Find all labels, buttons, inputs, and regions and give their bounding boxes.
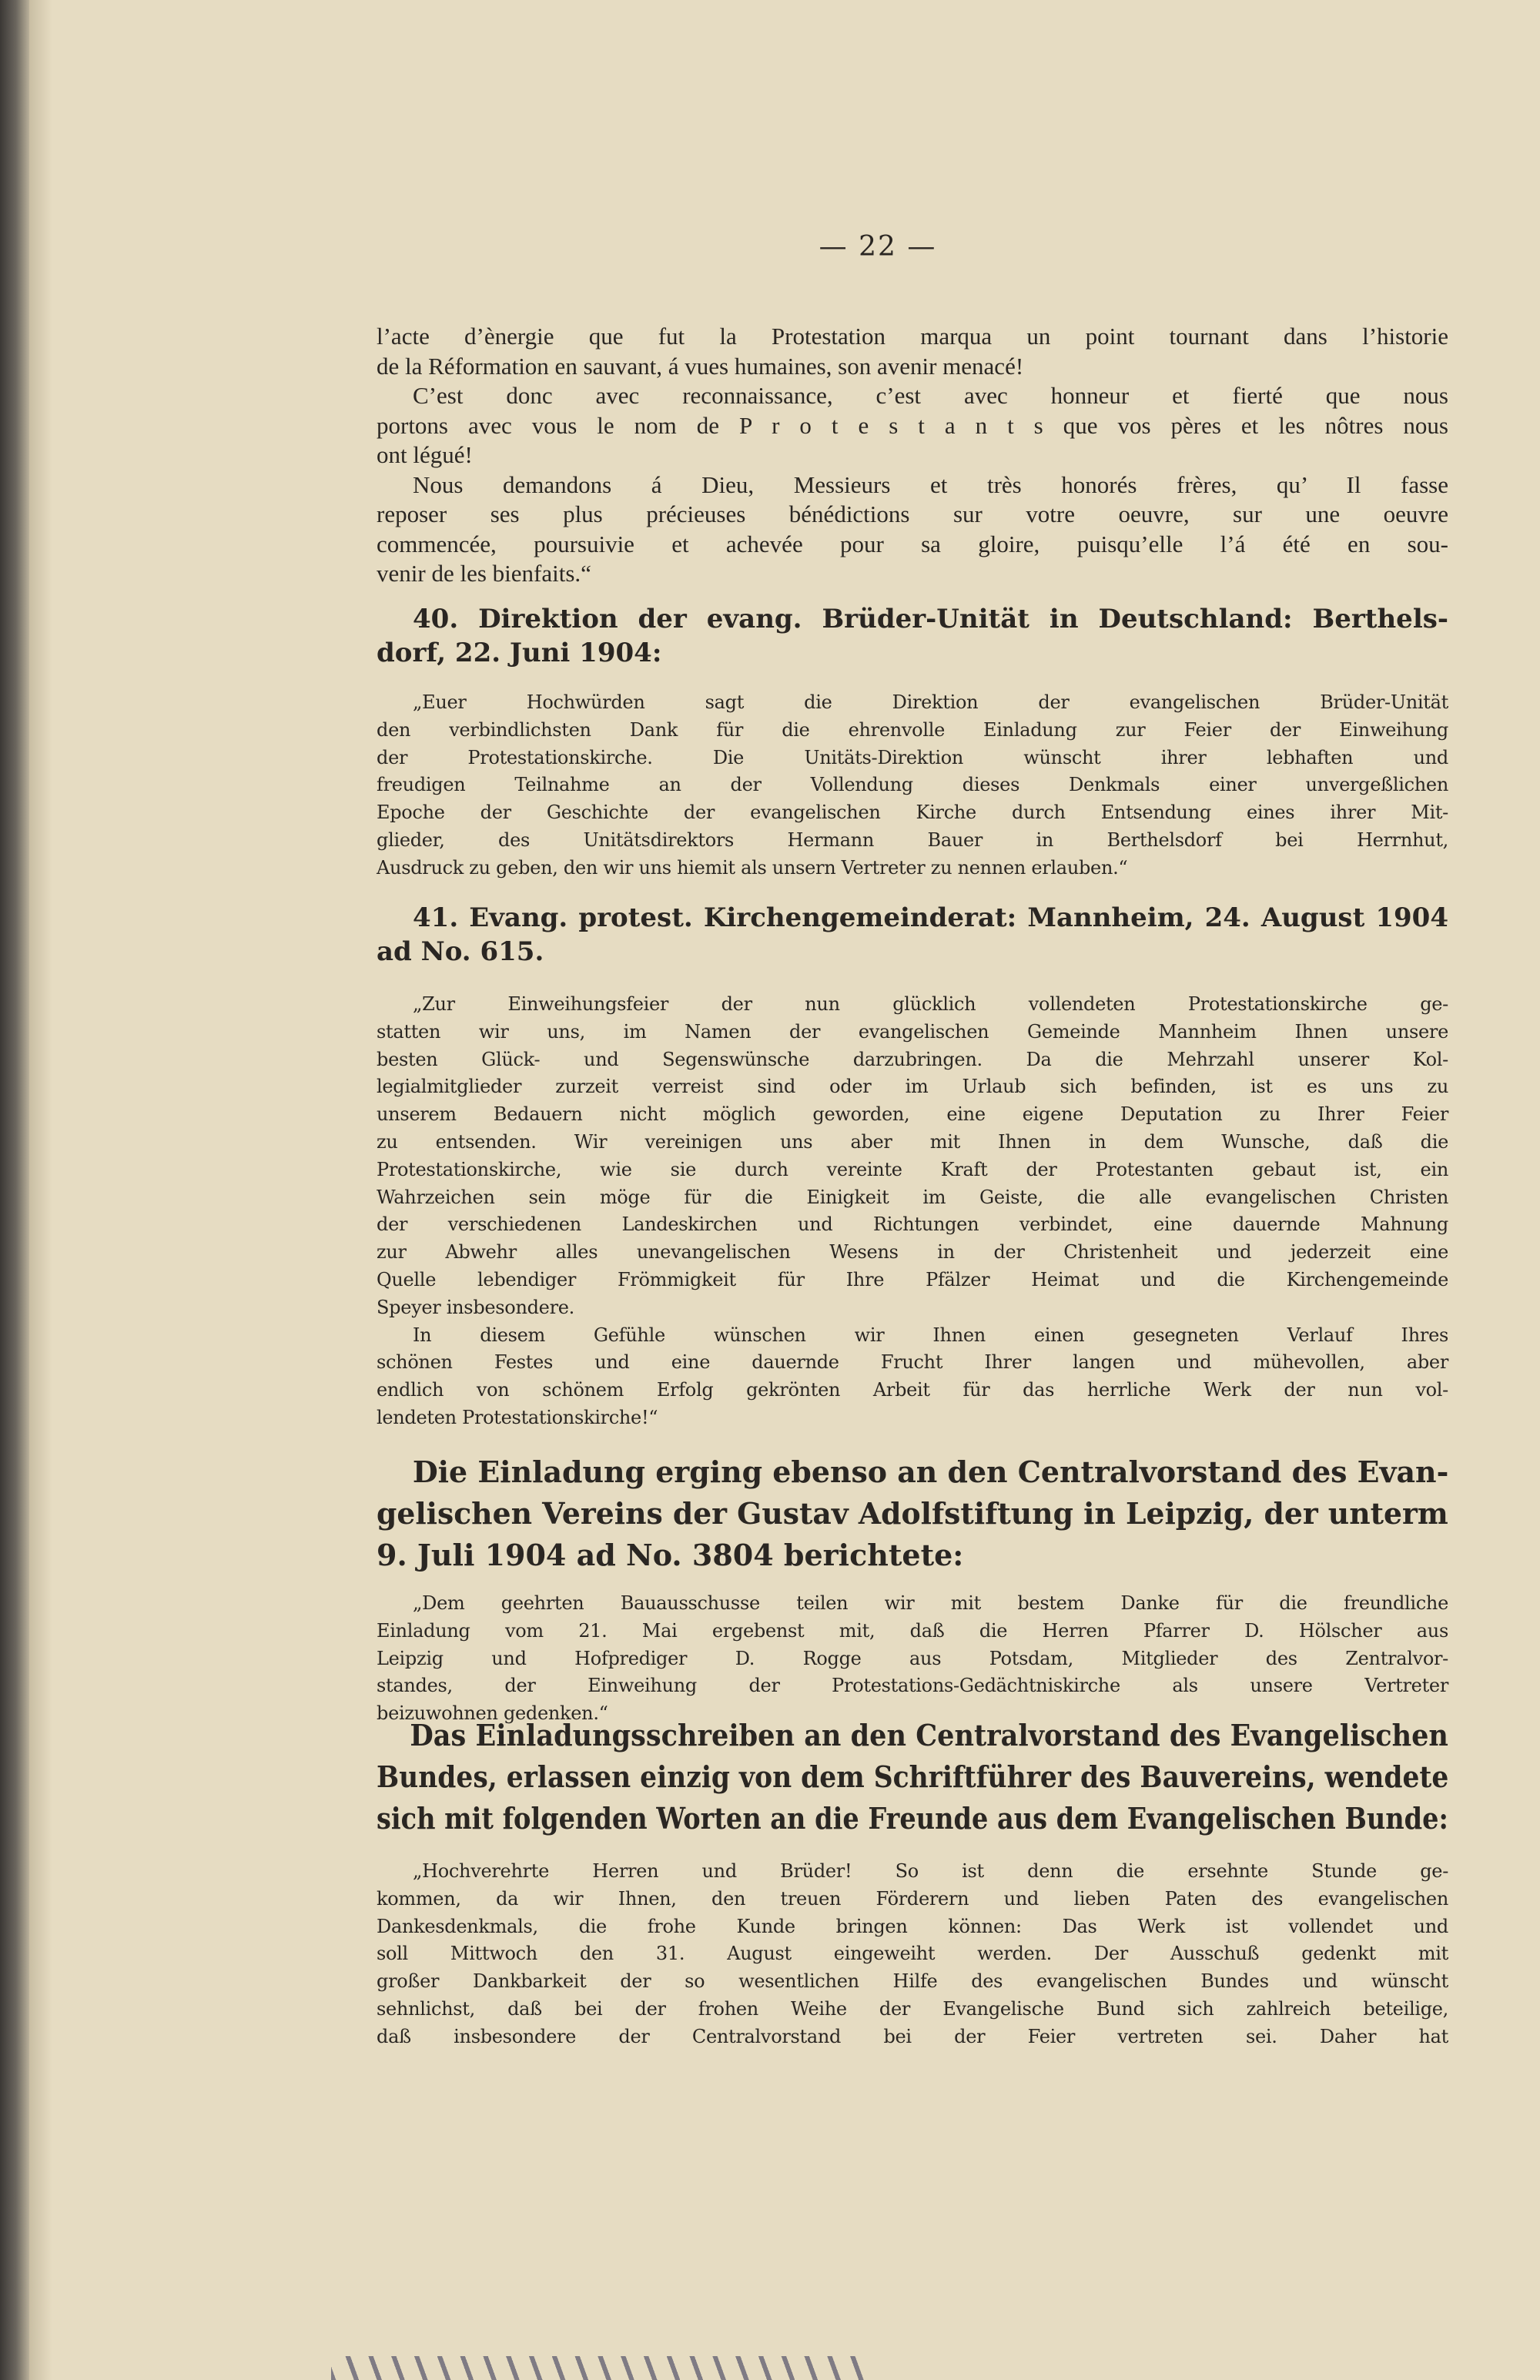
text-line: freudigen Teilnahme an der Vollendung dieses Denkmals einer unvergeßlichen xyxy=(377,774,1448,796)
text-line: 9. Juli 1904 ad No. 3804 berichtete: xyxy=(377,1538,964,1572)
text-line: Quelle lebendiger Frömmigkeit für Ihre Pfälzer Heimat und die Kirchengemeinde xyxy=(377,1268,1448,1290)
text-line: Epoche der Geschichte der evangelischen Kirche durch Entsendung eines ihrer Mit- xyxy=(377,802,1448,824)
text-line: Speyer insbesondere. xyxy=(377,1296,574,1318)
heading-41 xyxy=(377,901,1448,969)
text-line: standes, der Einweihung der Protestations-Gedächtniskirche als unsere Vertreter xyxy=(377,1675,1448,1697)
text-line: unserem Bedauern nicht möglich geworden, eine eigene Deputation zu Ihrer Feier xyxy=(377,1103,1448,1126)
text-line: Wahrzeichen sein möge für die Einigkeit im Geiste, die alle evangelischen Christen xyxy=(377,1186,1448,1208)
text-line: Dankesdenkmals, die frohe Kunde bringen können: Das Werk ist vollendet und xyxy=(377,1915,1448,1937)
text-line: Leipzig und Hofprediger D. Rogge aus Potsdam, Mitglieder des Zentralvor- xyxy=(377,1647,1448,1669)
text-line: 41. Evang. protest. Kirchengemeinderat: Mannheim, 24. August 1904 xyxy=(413,902,1448,933)
scan-edge-marks xyxy=(331,2356,870,2380)
text-line: zu entsenden. Wir vereinigen uns aber mit Ihnen in dem Wunsche, daß die xyxy=(377,1130,1448,1153)
text-line: Ausdruck zu geben, den wir uns hiemit als unsern Vertreter zu nennen erlauben.“ xyxy=(377,856,1128,879)
letter-41-body xyxy=(377,991,1448,1432)
letter-40-body xyxy=(377,689,1448,882)
text-line: venir de les bienfaits.“ xyxy=(377,560,591,587)
text-line: Einladung vom 21. Mai ergebenst mit, daß die Herren Pfarrer D. Hölscher aus xyxy=(377,1619,1448,1642)
heading-40 xyxy=(377,602,1448,670)
text-line: Das Einladungsschreiben an den Centralvorstand des Evangelischen xyxy=(410,1718,1448,1752)
text-line: der Protestationskirche. Die Unitäts-Direktion wünscht ihrer lebhaften und xyxy=(377,746,1448,768)
text-line: In diesem Gefühle wünschen wir Ihnen einen gesegneten Verlauf Ihres xyxy=(413,1324,1448,1346)
heading-gustav-adolf xyxy=(377,1451,1448,1576)
text-line: schönen Festes und eine dauernde Frucht Ihrer langen und mühevollen, aber xyxy=(377,1351,1448,1374)
text-line: sehnlichst, daß bei der frohen Weihe der Evangelische Bund sich zahlreich beteilige, xyxy=(377,1997,1448,2020)
text-line: endlich von schönem Erfolg gekrönten Arbeit für das herrliche Werk der nun vol- xyxy=(377,1379,1448,1401)
text-line: der verschiedenen Landeskirchen und Richtungen verbindet, eine dauernde Mahnung xyxy=(377,1213,1448,1236)
text-line: „Dem geehrten Bauausschusse teilen wir mit bestem Danke für die freundliche xyxy=(413,1592,1448,1614)
text-line: „Euer Hochwürden sagt die Direktion der evangelischen Brüder-Unität xyxy=(413,691,1448,713)
page-number: — 22 — xyxy=(819,231,937,263)
text-line: daß insbesondere der Centralvorstand bei der Feier vertreten sei. Daher hat xyxy=(377,2025,1448,2047)
text-line: soll Mittwoch den 31. August eingeweiht werden. Der Ausschuß gedenkt mit xyxy=(377,1943,1448,1965)
french-letter-ending xyxy=(377,322,1448,589)
text-line: Die Einladung erging ebenso an den Centralvorstand des Evan- xyxy=(412,1454,1449,1489)
text-line: statten wir uns, im Namen der evangelischen Gemeinde Mannheim Ihnen unsere xyxy=(377,1020,1448,1043)
text-line: zur Abwehr alles unevangelischen Wesens in der Christenheit und jederzeit eine xyxy=(377,1241,1448,1264)
text-line: Nous demandons á Dieu, Messieurs et très honorés frères, qu’ Il fasse xyxy=(413,470,1448,498)
text-line: legialmitglieder zurzeit verreist sind oder im Urlaub sich befinden, ist es uns zu xyxy=(377,1076,1448,1098)
text-line: lendeten Protestationskirche!“ xyxy=(377,1406,658,1428)
text-line: beizuwohnen gedenken.“ xyxy=(377,1702,608,1725)
text-line: dorf, 22. Juni 1904: xyxy=(377,638,662,668)
heading-evangelischer-bund xyxy=(377,1715,1448,1839)
text-line: C’est donc avec reconnaissance, c’est avec honneur et fierté que nous xyxy=(413,382,1448,409)
text-line: glieder, des Unitätsdirektors Hermann Bauer in Berthelsdorf bei Herrnhut, xyxy=(377,828,1448,851)
letter-gustav-adolf-body xyxy=(377,1590,1448,1728)
book-spine xyxy=(0,0,29,2380)
text-line: reposer ses plus précieuses bénédictions sur votre oeuvre, sur une oeuvre xyxy=(377,500,1448,527)
text-line: de la Réformation en sauvant, á vues humaines, son avenir menacé! xyxy=(377,352,1024,380)
text-line: kommen, da wir Ihnen, den treuen Förderern und lieben Paten des evangelischen xyxy=(377,1887,1448,1910)
text-line: gelischen Vereins der Gustav Adolfstiftung in Leipzig, der unterm xyxy=(377,1496,1448,1531)
text-line: portons avec vous le nom de P r o t e s t a n t s que vos pères et les nôtres nous xyxy=(377,411,1448,439)
text-line: „Hochverehrte Herren und Brüder! So ist denn die ersehnte Stunde ge- xyxy=(413,1860,1448,1882)
text-line: Bundes, erlassen einzig von dem Schriftführer des Bauvereins, wendete xyxy=(377,1759,1449,1794)
text-line: sich mit folgenden Worten an die Freunde aus dem Evangelischen Bunde: xyxy=(377,1801,1448,1836)
text-line: großer Dankbarkeit der so wesentlichen Hilfe des evangelischen Bundes und wünscht xyxy=(377,1970,1448,1993)
text-line: besten Glück- und Segenswünsche darzubringen. Da die Mehrzahl unserer Kol- xyxy=(377,1048,1448,1070)
text-line: 40. Direktion der evang. Brüder-Unität in Deutschland: Berthels- xyxy=(413,604,1448,634)
text-line: commencée, poursuivie et achevée pour sa gloire, puisqu’elle l’á été en sou- xyxy=(377,530,1448,557)
text-line: l’acte d’ènergie que fut la Protestation marqua un point tournant dans l’historie xyxy=(377,323,1448,350)
letter-evangelischer-bund-body xyxy=(377,1858,1448,2051)
page-edge xyxy=(29,0,52,2380)
text-line: Protestationskirche, wie sie durch vereinte Kraft der Protestanten gebaut ist, ein xyxy=(377,1158,1448,1180)
text-line: ad No. 615. xyxy=(377,936,544,967)
text-line: den verbindlichsten Dank für die ehrenvolle Einladung zur Feier der Einweihung xyxy=(377,718,1448,741)
text-line: „Zur Einweihungsfeier der nun glücklich vollendeten Protestationskirche ge- xyxy=(413,993,1448,1015)
text-line: ont légué! xyxy=(377,441,473,468)
